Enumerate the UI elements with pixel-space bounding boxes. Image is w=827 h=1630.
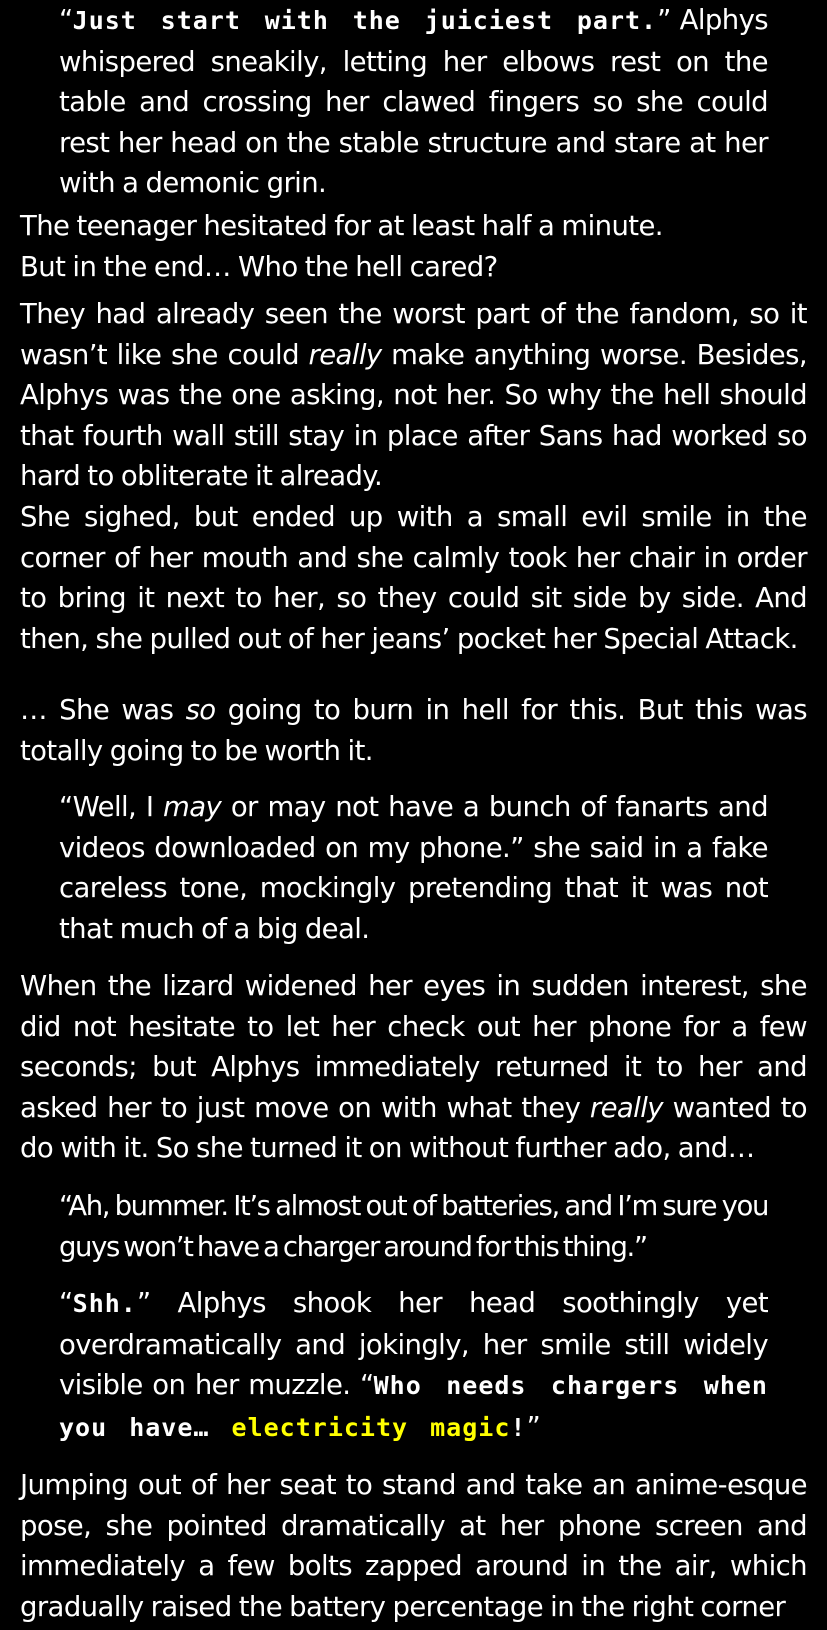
- dialogue-text: or may not have a bunch of fanarts and videos downloaded on my phone.” she said in a fake careless tone, mockingly pretending that it was not that much of a big deal.: [59, 791, 768, 945]
- emphasis-text: really: [589, 1091, 663, 1124]
- narration-text: wanted to do with it. So she turned it on without further ado, and…: [20, 1091, 807, 1165]
- alphys-speech: !: [510, 1412, 527, 1442]
- narration-text: make anything worse. Besides, Alphys was the one asking, not her. So why the hell should that fourth wall still stay in place after Sans had worked so hard to obliterate it already.: [20, 338, 807, 493]
- text-line: But in the end… Who the hell cared?: [20, 250, 498, 283]
- electricity-magic-text: electricity magic: [231, 1412, 511, 1442]
- narration-text: Alphys whispered sneakily, letting her elbows rest on the table and crossing her clawed fingers so she could rest her head on the stable structure and stare at her with a demonic grin.: [59, 4, 768, 200]
- paragraph-burn-in-hell: [20, 690, 807, 771]
- quote-mark: “: [359, 1369, 374, 1402]
- alphys-speech: Who needs chargers when you have…: [59, 1371, 768, 1442]
- narration-text: When the lizard widened her eyes in sudden interest, she did not hesitate to let her check out her phone for a few seconds; but Alphys immediately returned it to her and asked her to just move on with what they: [20, 970, 807, 1124]
- narration-text: going to burn in hell for this. But this was totally going to be worth it.: [20, 694, 808, 767]
- quote-mark: “: [59, 1287, 73, 1319]
- emphasis-text: so: [185, 694, 216, 726]
- narration-text: … She was: [20, 694, 186, 726]
- alphys-speech: Just start with the juiciest part.: [72, 6, 658, 35]
- narration-text: Alphys shook her head soothingly yet overdramatically and jokingly, her smile still widely visible on her muzzle.: [59, 1287, 769, 1402]
- paragraph-lizard-interest: [20, 966, 807, 1169]
- paragraph-fanarts-phone: [59, 787, 768, 949]
- dialogue-text: “Well, I: [59, 791, 164, 823]
- quote-mark: ”: [657, 4, 680, 36]
- narration-text: They had already seen the worst part of the fandom, so it wasn’t like she could: [20, 298, 807, 371]
- quote-mark: ”: [526, 1410, 541, 1443]
- paragraph-electricity-magic: [59, 1283, 768, 1448]
- paragraph-anime-pose: [20, 1465, 807, 1627]
- paragraph-teenager-hesitated: [20, 206, 807, 287]
- text-line: The teenager hesitated for at least half a minute.: [20, 210, 663, 242]
- emphasis-text: may: [163, 791, 222, 823]
- dialogue-text: “Ah, bummer. It’s almost out of batteries, and I’m sure you guys won’t have a charger around for this thing.”: [59, 1190, 768, 1263]
- narration-text: She sighed, but ended up with a small evil smile in the corner of her mouth and she calmly took her chair in order to bring it next to her, so they could sit side by side. And then, she pulled out of her jeans’ pocket her Special Attack.: [20, 501, 807, 655]
- quote-mark: ”: [136, 1287, 178, 1319]
- quote-mark: “: [59, 4, 73, 36]
- paragraph-worst-part-fandom: [20, 294, 807, 497]
- paragraph-she-sighed: [20, 497, 807, 659]
- emphasis-text: really: [308, 338, 382, 371]
- paragraph-ah-bummer: [59, 1186, 768, 1267]
- paragraph-alphys-whisper: [59, 0, 768, 204]
- alphys-speech: Shh.: [72, 1289, 137, 1318]
- narration-text: Jumping out of her seat to stand and take an anime-esque pose, she pointed dramatically at her phone screen and immediately a few bolts zapped around in the air, which gradually raised the battery percentage in the right corner: [20, 1469, 807, 1623]
